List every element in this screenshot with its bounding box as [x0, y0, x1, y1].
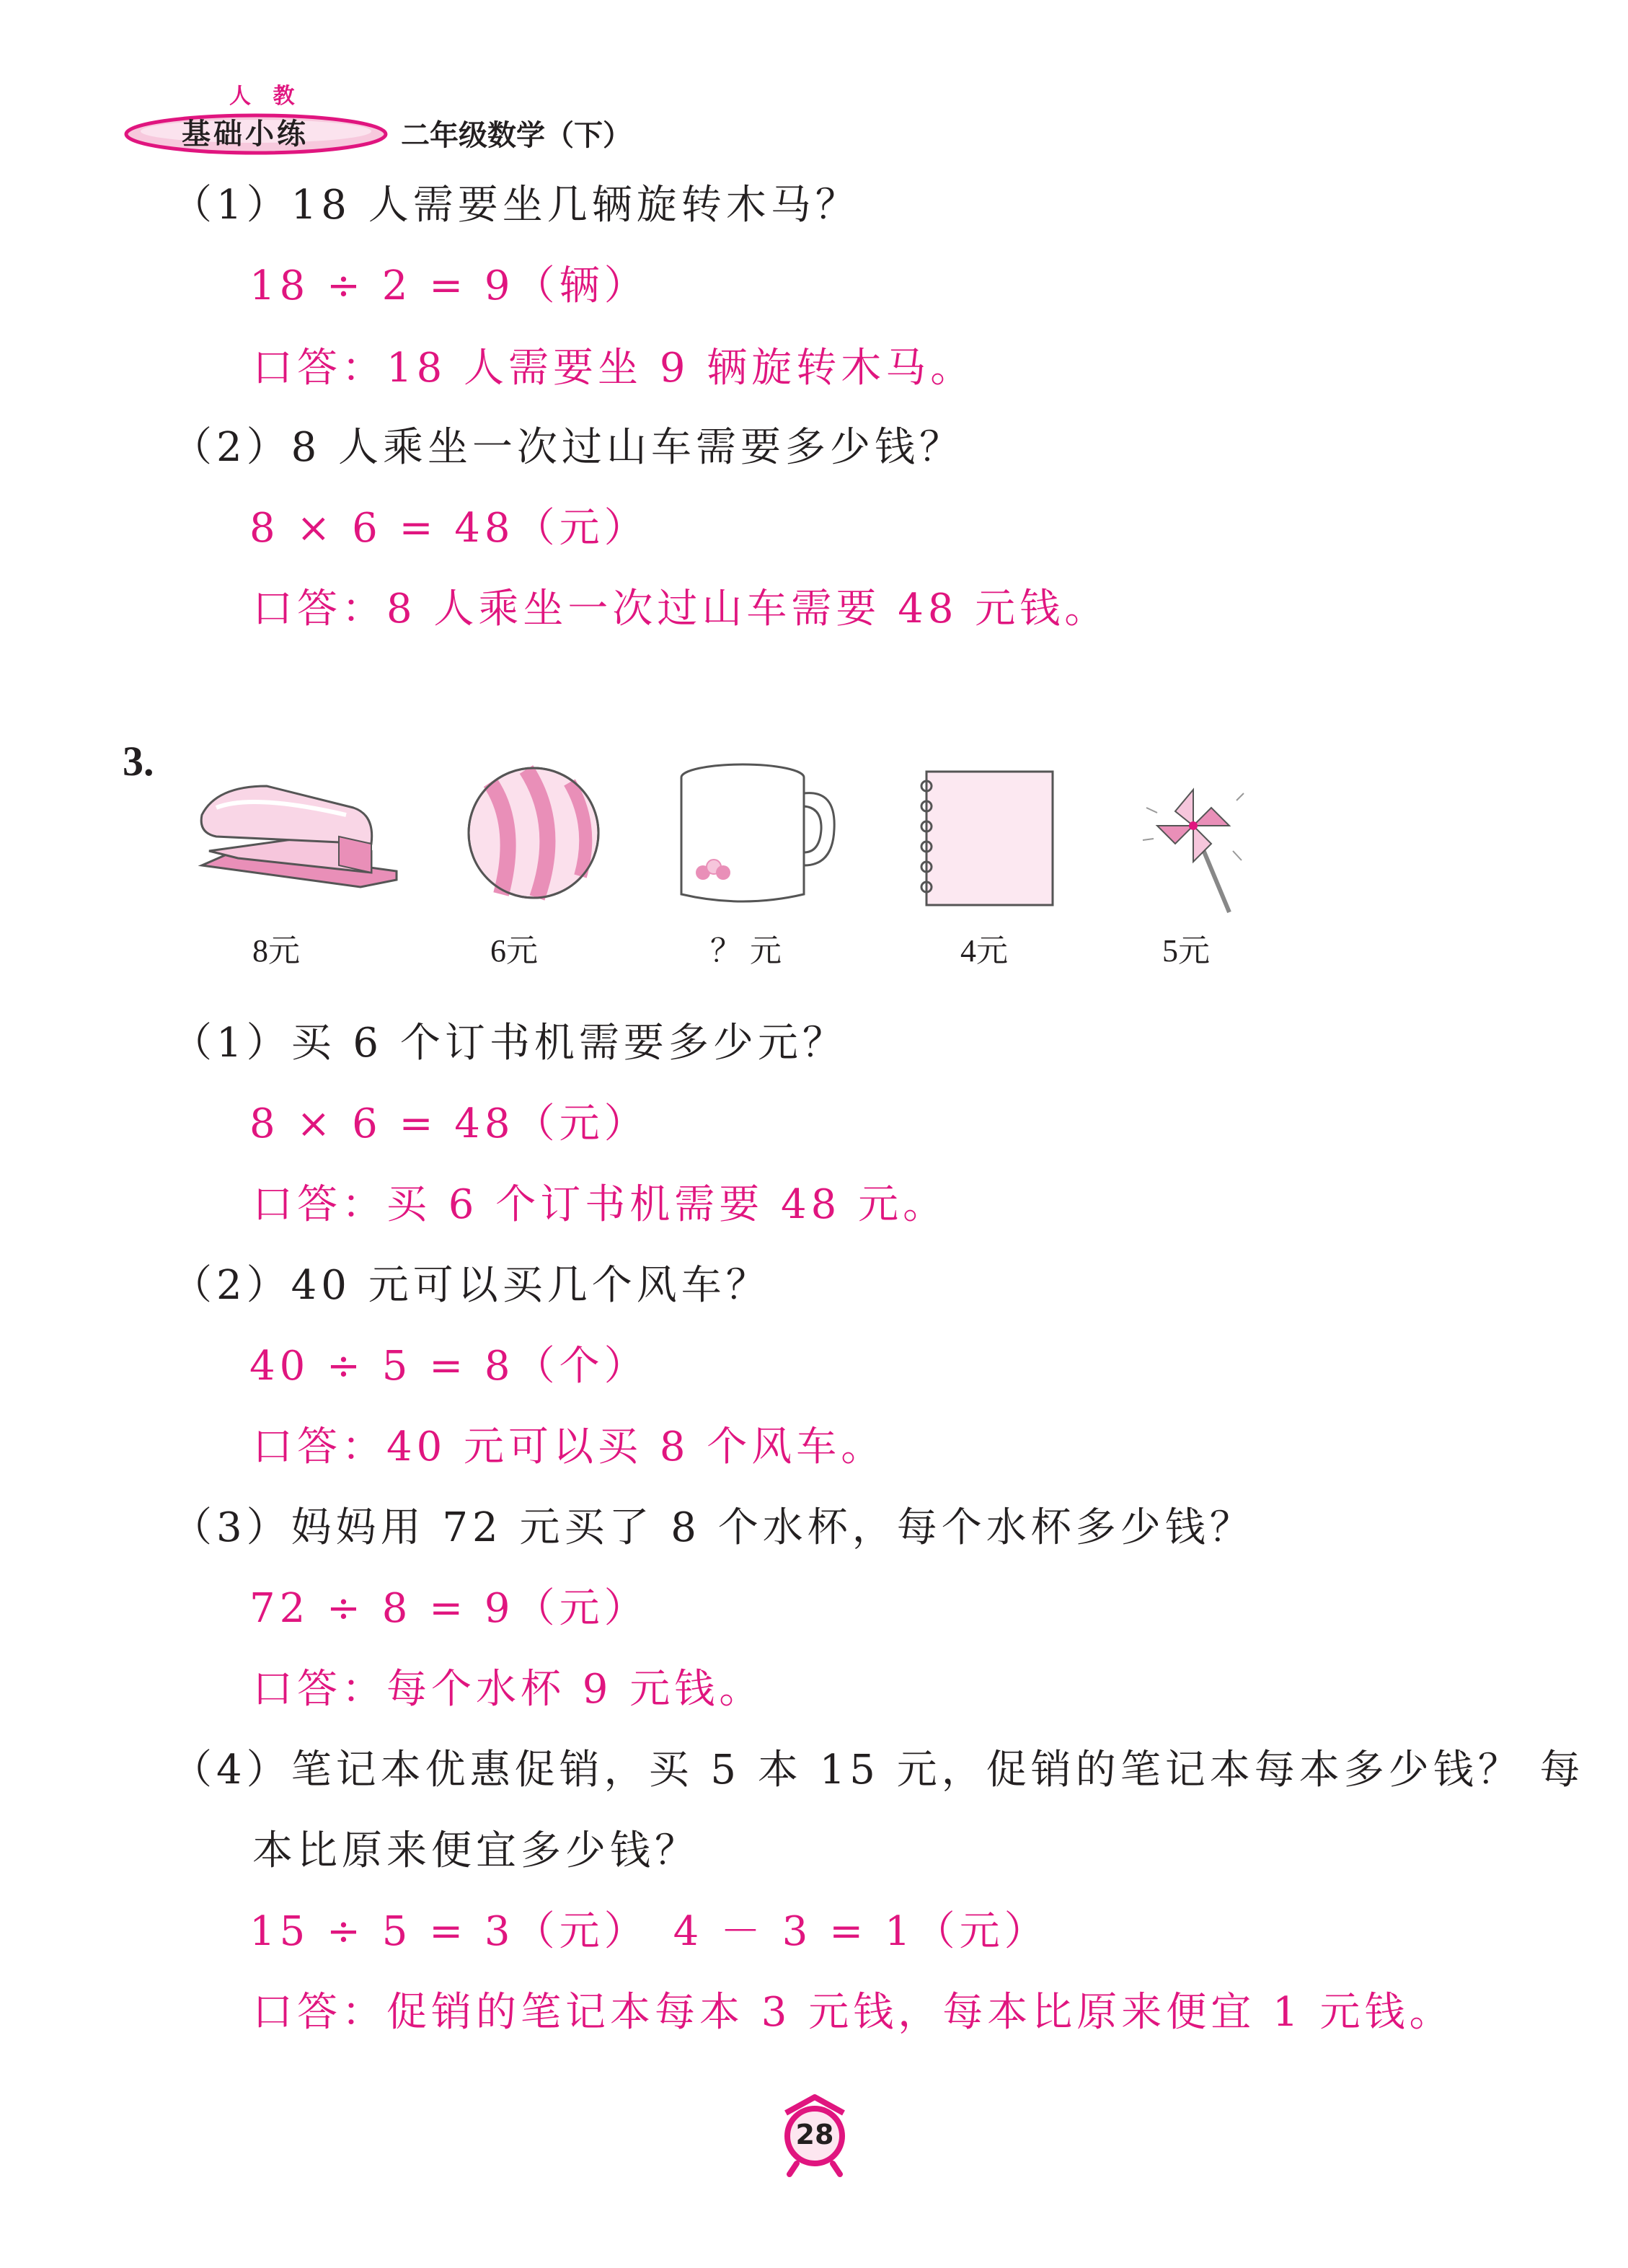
answer-3-4: 口答：促销的笔记本每本 3 元钱，每本比原来便宜 1 元钱。: [252, 1989, 1454, 2036]
answer-3-2: 口答：40 元可以买 8 个风车。: [252, 1424, 886, 1470]
price-ball: 6元: [490, 933, 538, 968]
formula-3-2: 40 ÷ 5 = 8（个）: [249, 1343, 649, 1390]
page-number: 28: [795, 2119, 834, 2150]
price-pinwheel: 5元: [1162, 933, 1210, 968]
price-stapler: 8元: [252, 933, 300, 968]
formula-3-3: 72 ÷ 8 = 9（元）: [249, 1585, 649, 1632]
question-2-1: （1）18 人需要坐几辆旋转木马？: [172, 182, 860, 229]
pinwheel-icon: [1132, 782, 1255, 919]
cup-icon: [674, 757, 840, 909]
answer-2-2: 口答：8 人乘坐一次过山车需要 48 元钱。: [252, 586, 1110, 632]
question-2-2: （2）8 人乘坐一次过山车需要多少钱？: [172, 424, 965, 471]
formula-2-1: 18 ÷ 2 = 9（辆）: [249, 262, 649, 309]
section-number: 3.: [123, 738, 154, 785]
question-3-1: （1）买 6 个订书机需要多少元？: [172, 1020, 847, 1067]
edition-label: 人 教: [229, 84, 302, 109]
notebook-icon: [916, 764, 1060, 909]
question-3-2: （2）40 元可以买几个风车？: [172, 1262, 771, 1309]
formula-2-2: 8 × 6 = 48（元）: [249, 505, 649, 552]
question-3-3: （3）妈妈用 72 元买了 8 个水杯，每个水杯多少钱？: [172, 1504, 1255, 1551]
answer-3-3: 口答：每个水杯 9 元钱。: [252, 1666, 764, 1713]
question-3-4-line1: （4）笔记本优惠促销，买 5 本 15 元，促销的笔记本每本多少钱？ 每: [172, 1747, 1585, 1793]
question-3-4-line2: 本比原来便宜多少钱？: [252, 1827, 699, 1874]
price-cup: ？ 元: [710, 933, 782, 968]
answer-3-1: 口答：买 6 个订书机需要 48 元。: [252, 1181, 948, 1228]
answer-2-1: 口答：18 人需要坐 9 辆旋转木马。: [252, 345, 976, 392]
ball-icon: [461, 761, 606, 905]
series-title: 基础小练: [182, 118, 309, 151]
formula-3-1: 8 × 6 = 48（元）: [249, 1100, 649, 1147]
subject-title: 二年级数学（下）: [401, 119, 632, 152]
stapler-icon: [195, 764, 411, 894]
price-notebook: 4元: [960, 933, 1008, 968]
formula-3-4: 15 ÷ 5 = 3（元） 4 － 3 = 1（元）: [249, 1908, 1049, 1955]
